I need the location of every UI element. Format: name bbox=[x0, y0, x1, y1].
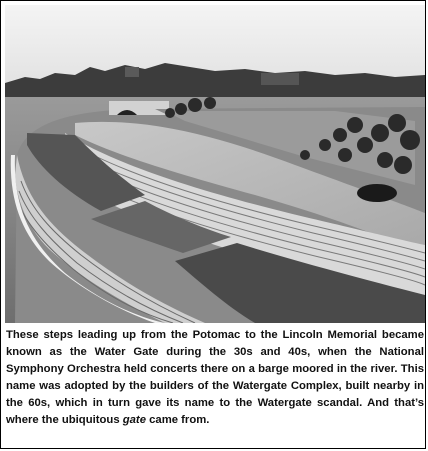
photograph bbox=[5, 5, 425, 323]
caption-emphasis: gate bbox=[122, 414, 146, 426]
caption-text: These steps leading up from the Potomac to the Lincoln Memorial became known as the Water Gate during the 30s and 40s, when the National Symphony Orchestra held concerts there on a barge moored in the river. This name was adopted by the builders of the Watergate Complex, built nearby in the 60s, which in turn gave its name to the Watergate scandal. And that’s where the ubiquitous bbox=[6, 329, 424, 426]
caption-text-end: came from. bbox=[145, 414, 210, 426]
photo-caption bbox=[6, 327, 424, 429]
